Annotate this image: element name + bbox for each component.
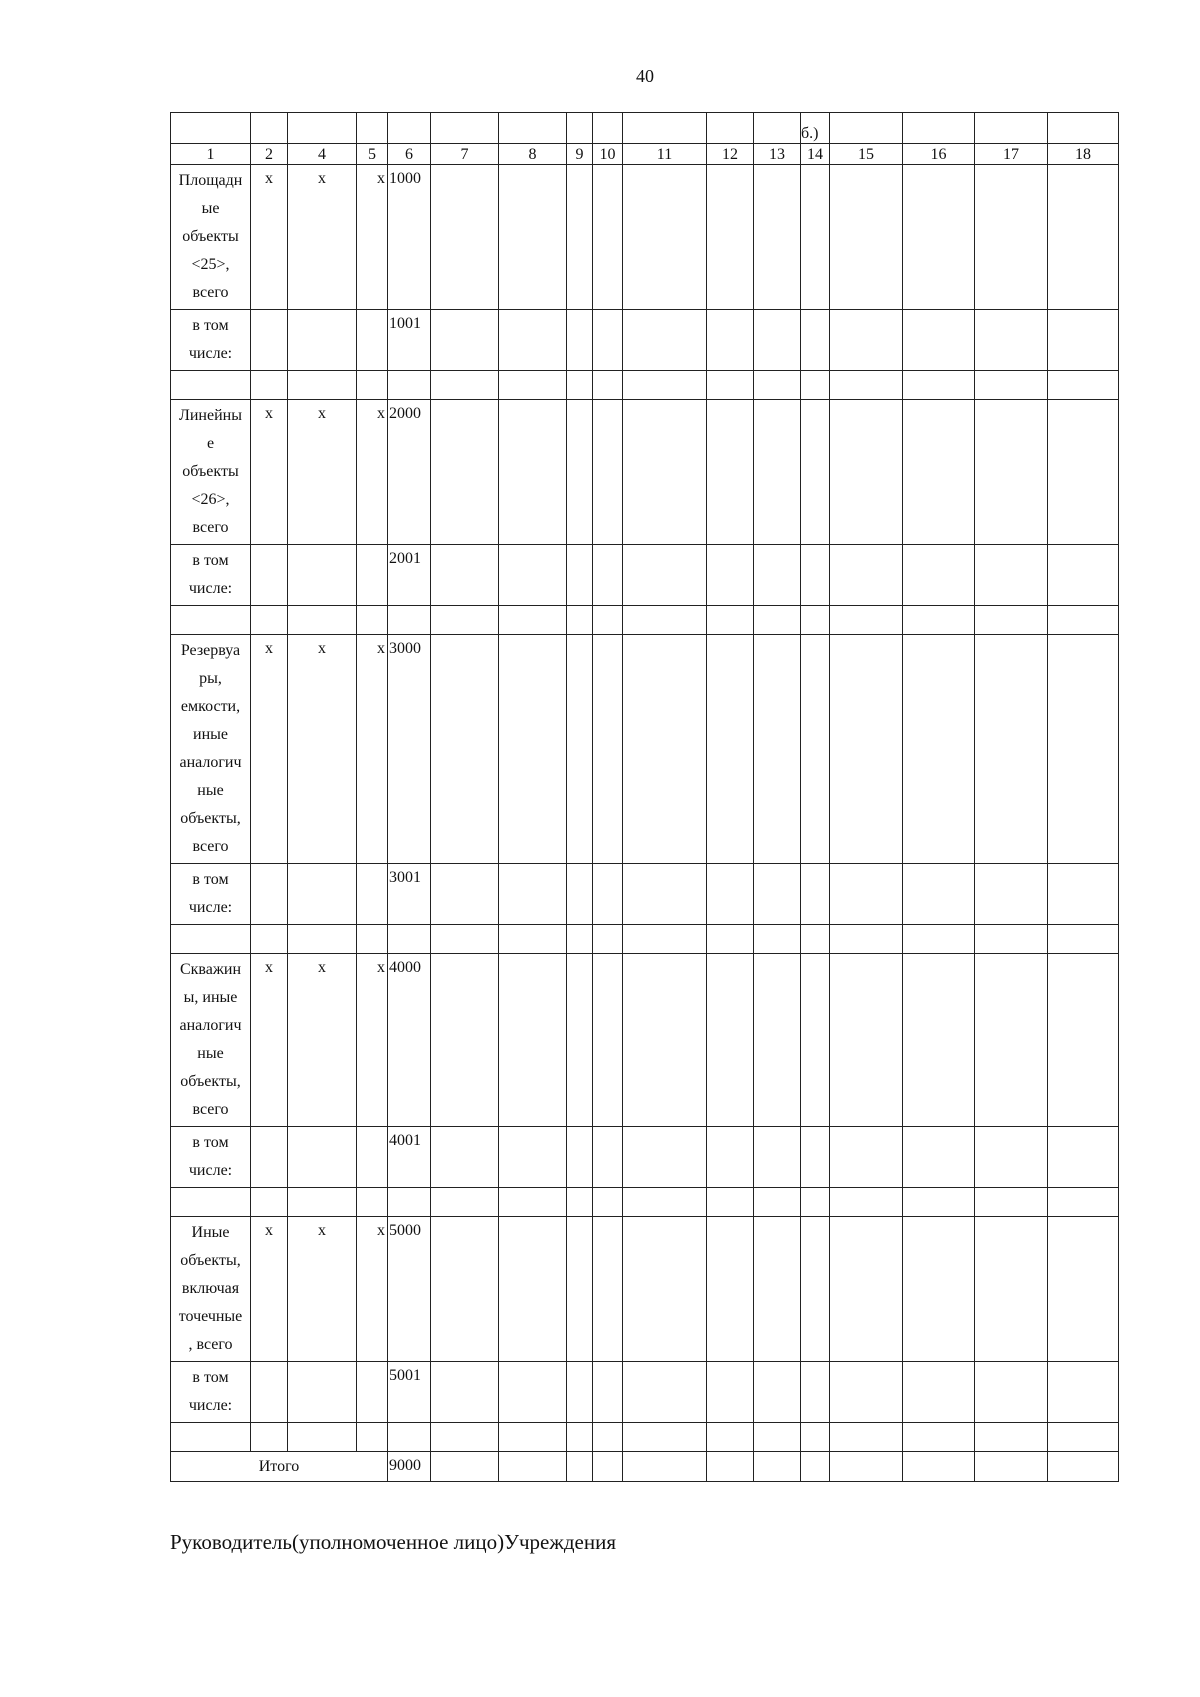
col-num: 14	[801, 144, 830, 165]
col-num: 18	[1048, 144, 1119, 165]
row-code: 3000	[388, 635, 431, 864]
col-num: 6	[388, 144, 431, 165]
section-label: Площадн ые объекты <25>, всего	[171, 165, 251, 310]
row-code: 3001	[388, 864, 431, 925]
cell-x: x	[357, 954, 388, 1127]
row-code: 5000	[388, 1217, 431, 1362]
report-table-sheet	[170, 112, 1119, 1482]
subtotal-label: в том числе:	[171, 545, 251, 606]
signature-line: Руководитель(уполномоченное лицо)Учреждения	[170, 1530, 617, 1554]
column-number-row	[171, 144, 1119, 165]
cell-x: x	[288, 954, 357, 1127]
cell-x: x	[357, 1217, 388, 1362]
empty-row	[171, 371, 1119, 400]
row-code: 2000	[388, 400, 431, 545]
table-row	[171, 1217, 1119, 1362]
header-top-row	[171, 113, 1119, 144]
col-num: 13	[754, 144, 801, 165]
row-code: 1001	[388, 310, 431, 371]
cell-x: x	[251, 400, 288, 545]
subtotal-label: в том числе:	[171, 864, 251, 925]
table-row	[171, 165, 1119, 310]
total-label: Итого	[171, 1452, 388, 1482]
cell-x: x	[251, 165, 288, 310]
section-label: Иные объекты, включая точечные , всего	[171, 1217, 251, 1362]
table-row	[171, 635, 1119, 864]
table-row	[171, 954, 1119, 1127]
subtotal-label: в том числе:	[171, 310, 251, 371]
table-row	[171, 864, 1119, 925]
cell-x: x	[251, 1217, 288, 1362]
total-row	[171, 1452, 1119, 1482]
page-number: 40	[636, 66, 654, 86]
table-row	[171, 1362, 1119, 1423]
section-label: Линейны е объекты <26>, всего	[171, 400, 251, 545]
total-code: 9000	[388, 1452, 431, 1482]
row-code: 2001	[388, 545, 431, 606]
subtotal-label: в том числе:	[171, 1127, 251, 1188]
cell-x: x	[288, 635, 357, 864]
cell-x: x	[357, 635, 388, 864]
table-row	[171, 400, 1119, 545]
header-fragment: б.)	[801, 113, 830, 144]
empty-row	[171, 1188, 1119, 1217]
table-row	[171, 545, 1119, 606]
col-num: 2	[251, 144, 288, 165]
row-code: 1000	[388, 165, 431, 310]
col-num: 8	[499, 144, 567, 165]
col-num: 17	[975, 144, 1048, 165]
col-num: 10	[593, 144, 623, 165]
subtotal-label: в том числе:	[171, 1362, 251, 1423]
section-label: Скважин ы, иные аналогич ные объекты, всего	[171, 954, 251, 1127]
row-code: 4000	[388, 954, 431, 1127]
col-num: 7	[431, 144, 499, 165]
empty-row	[171, 925, 1119, 954]
cell-x: x	[251, 954, 288, 1127]
cell-x: x	[288, 400, 357, 545]
col-num: 15	[830, 144, 903, 165]
section-label: Резервуа ры, емкости, иные аналогич ные объекты, всего	[171, 635, 251, 864]
cell-x: x	[288, 165, 357, 310]
empty-row	[171, 606, 1119, 635]
col-num: 16	[903, 144, 975, 165]
col-num: 9	[567, 144, 593, 165]
col-num: 5	[357, 144, 388, 165]
row-code: 4001	[388, 1127, 431, 1188]
cell-x: x	[251, 635, 288, 864]
cell-x: x	[357, 400, 388, 545]
table-row	[171, 1127, 1119, 1188]
col-num: 12	[707, 144, 754, 165]
row-code: 5001	[388, 1362, 431, 1423]
col-num: 11	[623, 144, 707, 165]
cell-x: x	[288, 1217, 357, 1362]
col-num: 4	[288, 144, 357, 165]
report-table	[170, 112, 1119, 1482]
table-row	[171, 310, 1119, 371]
empty-row	[171, 1423, 1119, 1452]
col-num: 1	[171, 144, 251, 165]
cell-x: x	[357, 165, 388, 310]
